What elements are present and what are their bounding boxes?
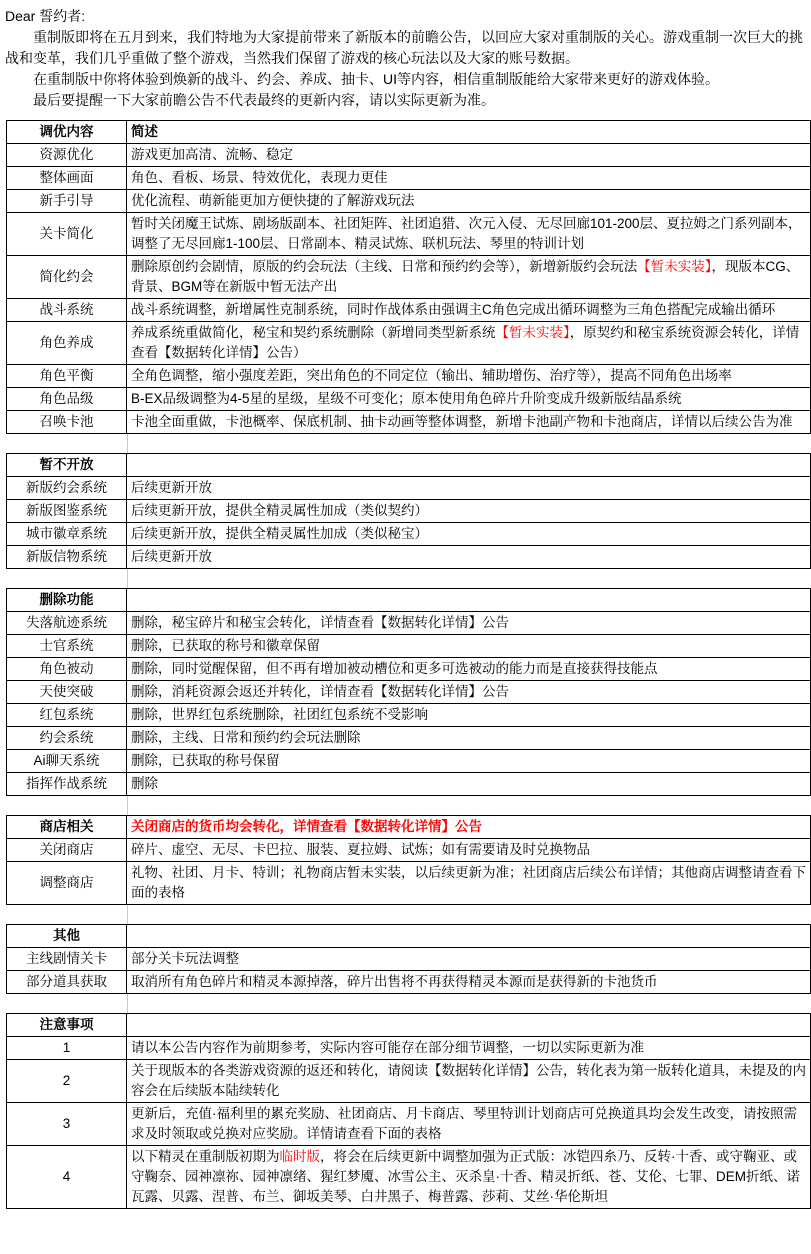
- row-desc-cell: [127, 121, 811, 144]
- row-desc-cell: [127, 299, 811, 322]
- row-desc-cell: [127, 1014, 811, 1037]
- row-label-cell: 角色平衡: [7, 365, 127, 388]
- table-removed-features-row: [7, 773, 811, 796]
- text-segment: 请以本公告内容作为前期参考，实际内容可能存在部分细节调整，一切以实际更新为准: [131, 1040, 644, 1055]
- grid-line: [127, 994, 128, 1013]
- text-segment: 部分关卡玩法调整: [131, 951, 239, 966]
- text-segment: 取消所有角色碎片和精灵本源掉落，碎片出售将不再获得精灵本源而是获得新的卡池货币: [131, 974, 658, 989]
- table-others-row: [7, 948, 811, 971]
- table-not-yet-open-row: [7, 546, 811, 569]
- row-desc-cell: [127, 971, 811, 994]
- table-tuning-row: [7, 190, 811, 213]
- row-label-cell: 商店相关: [7, 816, 127, 839]
- text-segment: 优化流程、萌新能更加方便快捷的了解游戏玩法: [131, 193, 415, 208]
- table-removed-features-row: [7, 704, 811, 727]
- row-label-cell: 约会系统: [7, 727, 127, 750]
- intro-paragraph-1: 重制版即将在五月到来，我们特地为大家提前带来了新版本的前瞻公告，以回应大家对重制版的关心。游戏重制一次巨大的挑战和变革，我们几乎重做了整个游戏，当然我们保留了游戏的核心玩法以及大家的账号数据。: [5, 29, 803, 66]
- row-label-cell: 主线剧情关卡: [7, 948, 127, 971]
- table-notes-header-row: [7, 1014, 811, 1037]
- text-segment: ，现版本CG、背景、BGM等在新版中暂无法产出: [131, 259, 800, 294]
- text-segment: 删除，主线、日常和预约约会玩法删除: [131, 730, 361, 745]
- table-tuning-header-row: [7, 121, 811, 144]
- table-notes-row: [7, 1060, 811, 1103]
- row-desc-cell: [127, 589, 811, 612]
- row-label-cell: 关闭商店: [7, 839, 127, 862]
- text-segment: 后续更新开放: [131, 480, 212, 495]
- text-segment: 礼物、社团、月卡、特训；礼物商店暂未实装，以后续更新为准；社团商店后续公布详情；其他商店调整请查看下面的表格: [131, 865, 806, 900]
- row-label-cell: 士官系统: [7, 635, 127, 658]
- row-desc-cell: [127, 750, 811, 773]
- row-label-cell: 1: [7, 1037, 127, 1060]
- text-segment: 卡池全面重做，卡池概率、保底机制、抽卡动画等整体调整，新增卡池副产物和卡池商店，详情以后续公告为准: [131, 414, 793, 429]
- row-desc-cell: [127, 167, 811, 190]
- row-label-cell: 角色被动: [7, 658, 127, 681]
- table-tuning-row: [7, 411, 811, 434]
- row-desc-cell: [127, 144, 811, 167]
- row-desc-cell: [127, 477, 811, 500]
- row-desc-cell: [127, 213, 811, 256]
- row-desc-cell: [127, 1037, 811, 1060]
- text-segment: 删除，已获取的称号保留: [131, 753, 280, 768]
- grid-line: [127, 569, 128, 588]
- table-removed-features-row: [7, 727, 811, 750]
- grid-line: [127, 796, 128, 815]
- row-label-cell: 2: [7, 1060, 127, 1103]
- row-label-cell: 新版图鉴系统: [7, 500, 127, 523]
- table-removed-features-row: [7, 750, 811, 773]
- row-desc-cell: [127, 681, 811, 704]
- row-label-cell: 注意事项: [7, 1014, 127, 1037]
- row-label-cell: 暂不开放: [7, 454, 127, 477]
- intro-paragraph-3: 最后要提醒一下大家前瞻公告不代表最终的更新内容，请以实际更新为准。: [33, 92, 495, 108]
- table-gap: [5, 796, 808, 815]
- row-desc-cell: [127, 546, 811, 569]
- text-segment: 全角色调整，缩小强度差距，突出角色的不同定位（输出、辅助增伤、治疗等），提高不同角色出场率: [131, 368, 732, 383]
- grid-line: [127, 905, 128, 924]
- table-notes-row: [7, 1037, 811, 1060]
- row-desc-cell: [127, 190, 811, 213]
- table-others-row: [7, 971, 811, 994]
- table-not-yet-open-row: [7, 477, 811, 500]
- table-tuning-row: [7, 167, 811, 190]
- row-label-cell: 其他: [7, 925, 127, 948]
- row-label-cell: 天使突破: [7, 681, 127, 704]
- row-label-cell: 关卡简化: [7, 213, 127, 256]
- text-segment: ，原契约和秘宝系统资源会转化，详情查看【数据转化详情】公告）: [131, 325, 800, 360]
- row-label-cell: 战斗系统: [7, 299, 127, 322]
- row-desc-cell: [127, 500, 811, 523]
- table-notes-row: [7, 1146, 811, 1209]
- row-desc-cell: [127, 658, 811, 681]
- table-tuning-row: [7, 388, 811, 411]
- table-notes: [6, 1013, 811, 1209]
- text-segment: 碎片、虚空、无尽、卡巴拉、服装、夏拉姆、试炼；如有需要请及时兑换物品: [131, 842, 590, 857]
- text-segment: 更新后，充值·福利里的累充奖励、社团商店、月卡商店、琴里特训计划商店可兑换道具均会发生改变，请按照需求及时领取或兑换对应奖励。详情请查看下面的表格: [131, 1106, 797, 1141]
- text-segment: 养成系统重做简化，秘宝和契约系统删除（新增同类型新系统: [131, 325, 496, 340]
- text-segment: 删除，秘宝碎片和秘宝会转化，详情查看【数据转化详情】公告: [131, 615, 509, 630]
- row-label-cell: 整体画面: [7, 167, 127, 190]
- row-label-cell: 召唤卡池: [7, 411, 127, 434]
- table-not-yet-open: [6, 453, 811, 569]
- row-label-cell: 调优内容: [7, 121, 127, 144]
- text-segment: 后续更新开放，提供全精灵属性加成（类似秘宝）: [131, 526, 428, 541]
- table-shop-related: [6, 815, 811, 905]
- text-segment: 删除原创约会剧情，原版的约会玩法（主线、日常和预约约会等），新增新版约会玩法: [131, 259, 638, 274]
- row-desc-cell: [127, 256, 811, 299]
- row-desc-cell: [127, 727, 811, 750]
- row-label-cell: 新版约会系统: [7, 477, 127, 500]
- row-desc-cell: [127, 388, 811, 411]
- row-label-cell: 删除功能: [7, 589, 127, 612]
- text-segment: 战斗系统调整，新增属性克制系统，同时作战体系由强调主C角色完成出循环调整为三角色搭配完成输出循环: [131, 302, 776, 317]
- table-removed-features-header-row: [7, 589, 811, 612]
- row-desc-cell: [127, 1103, 811, 1146]
- row-label-cell: 失落航迹系统: [7, 612, 127, 635]
- row-desc-cell: [127, 839, 811, 862]
- row-desc-cell: [127, 411, 811, 434]
- row-label-cell: 角色养成: [7, 322, 127, 365]
- row-desc-cell: [127, 925, 811, 948]
- row-label-cell: 资源优化: [7, 144, 127, 167]
- row-desc-cell: [127, 1146, 811, 1209]
- row-desc-cell: [127, 322, 811, 365]
- table-tuning-row: [7, 365, 811, 388]
- row-label-cell: 指挥作战系统: [7, 773, 127, 796]
- salutation: Dear 誓约者:: [5, 8, 86, 24]
- table-others: [6, 924, 811, 994]
- tables-container: [5, 120, 808, 1209]
- intro-paragraph-2: 在重制版中你将体验到焕新的战斗、约会、养成、抽卡、UI等内容，相信重制版能给大家带来更好的游戏体验。: [33, 71, 719, 87]
- table-gap: [5, 434, 808, 453]
- text-segment: 删除，已获取的称号和徽章保留: [131, 638, 320, 653]
- row-label-cell: 4: [7, 1146, 127, 1209]
- row-label-cell: 3: [7, 1103, 127, 1146]
- text-segment: 简述: [131, 124, 158, 139]
- row-label-cell: 角色品级: [7, 388, 127, 411]
- red-highlight-text: 【暂未实装】: [637, 259, 712, 274]
- text-segment: 以下精灵在重制版初期为: [131, 1149, 280, 1164]
- grid-line: [127, 434, 128, 453]
- table-removed-features: [6, 588, 811, 796]
- text-segment: 角色、看板、场景、特效优化，表现力更佳: [131, 170, 388, 185]
- row-label-cell: 城市徽章系统: [7, 523, 127, 546]
- table-shop-related-row: [7, 862, 811, 905]
- red-highlight-text: 临时版: [279, 1149, 320, 1164]
- table-not-yet-open-header-row: [7, 454, 811, 477]
- row-desc-cell: [127, 1060, 811, 1103]
- red-highlight-text: 关闭商店的货币均会转化，详情查看【数据转化详情】公告: [131, 819, 482, 834]
- row-label-cell: 新手引导: [7, 190, 127, 213]
- text-segment: 删除，世界红包系统删除，社团红包系统不受影响: [131, 707, 428, 722]
- row-desc-cell: [127, 948, 811, 971]
- table-removed-features-row: [7, 612, 811, 635]
- row-desc-cell: [127, 612, 811, 635]
- row-label-cell: 简化约会: [7, 256, 127, 299]
- text-segment: 暂时关闭魔王试炼、剧场版副本、社团矩阵、社团追猎、次元入侵、无尽回廊101-200层、夏拉姆之门系列副本，调整了无尽回廊1-100层、日常副本、精灵试炼、联机玩法、琴里的特训计划: [131, 216, 802, 251]
- table-gap: [5, 905, 808, 924]
- row-label-cell: 部分道具获取: [7, 971, 127, 994]
- text-segment: 后续更新开放: [131, 549, 212, 564]
- table-others-header-row: [7, 925, 811, 948]
- row-label-cell: Ai聊天系统: [7, 750, 127, 773]
- table-gap: [5, 994, 808, 1013]
- text-segment: ，将会在后续更新中调整加强为正式版：冰铠四糸乃、反转·十香、或守鞠亚、或守鞠奈、园神凛祢、园神凛绪、猩红梦魇、冰雪公主、灭杀皇·十香、精灵折纸、苍、艾伦、七罪、DEM折纸、诺瓦露、贝露、涅普、布兰、御坂美琴、白井黑子、梅普露、莎莉、艾丝·华伦斯坦: [131, 1149, 800, 1204]
- table-tuning-row: [7, 144, 811, 167]
- table-shop-related-row: [7, 839, 811, 862]
- row-label-cell: 红包系统: [7, 704, 127, 727]
- text-segment: 删除，同时觉醒保留，但不再有增加被动槽位和更多可选被动的能力而是直接获得技能点: [131, 661, 658, 676]
- table-tuning: [6, 120, 811, 434]
- table-gap: [5, 569, 808, 588]
- table-removed-features-row: [7, 681, 811, 704]
- text-segment: 后续更新开放，提供全精灵属性加成（类似契约）: [131, 503, 428, 518]
- table-tuning-row: [7, 213, 811, 256]
- row-label-cell: 调整商店: [7, 862, 127, 905]
- text-segment: 关于现版本的各类游戏资源的返还和转化，请阅读【数据转化详情】公告，转化表为第一版转化道具，未提及的内容会在后续版本陆续转化: [131, 1063, 806, 1098]
- table-tuning-row: [7, 299, 811, 322]
- text-segment: 删除，消耗资源会返还并转化，详情查看【数据转化详情】公告: [131, 684, 509, 699]
- table-removed-features-row: [7, 635, 811, 658]
- text-segment: B-EX品级调整为4-5星的星级，星级不可变化；原本使用角色碎片升阶变成升级新版结晶系统: [131, 391, 682, 406]
- table-tuning-row: [7, 322, 811, 365]
- text-segment: 游戏更加高清、流畅、稳定: [131, 147, 293, 162]
- row-desc-cell: [127, 816, 811, 839]
- red-highlight-text: 【暂未实装】: [495, 325, 570, 340]
- row-desc-cell: [127, 454, 811, 477]
- row-desc-cell: [127, 523, 811, 546]
- row-desc-cell: [127, 704, 811, 727]
- table-not-yet-open-row: [7, 500, 811, 523]
- row-label-cell: 新版信物系统: [7, 546, 127, 569]
- table-tuning-row: [7, 256, 811, 299]
- row-desc-cell: [127, 365, 811, 388]
- row-desc-cell: [127, 773, 811, 796]
- table-not-yet-open-row: [7, 523, 811, 546]
- table-notes-row: [7, 1103, 811, 1146]
- row-desc-cell: [127, 635, 811, 658]
- table-shop-related-header-row: [7, 816, 811, 839]
- row-desc-cell: [127, 862, 811, 905]
- text-segment: 删除: [131, 776, 158, 791]
- table-removed-features-row: [7, 658, 811, 681]
